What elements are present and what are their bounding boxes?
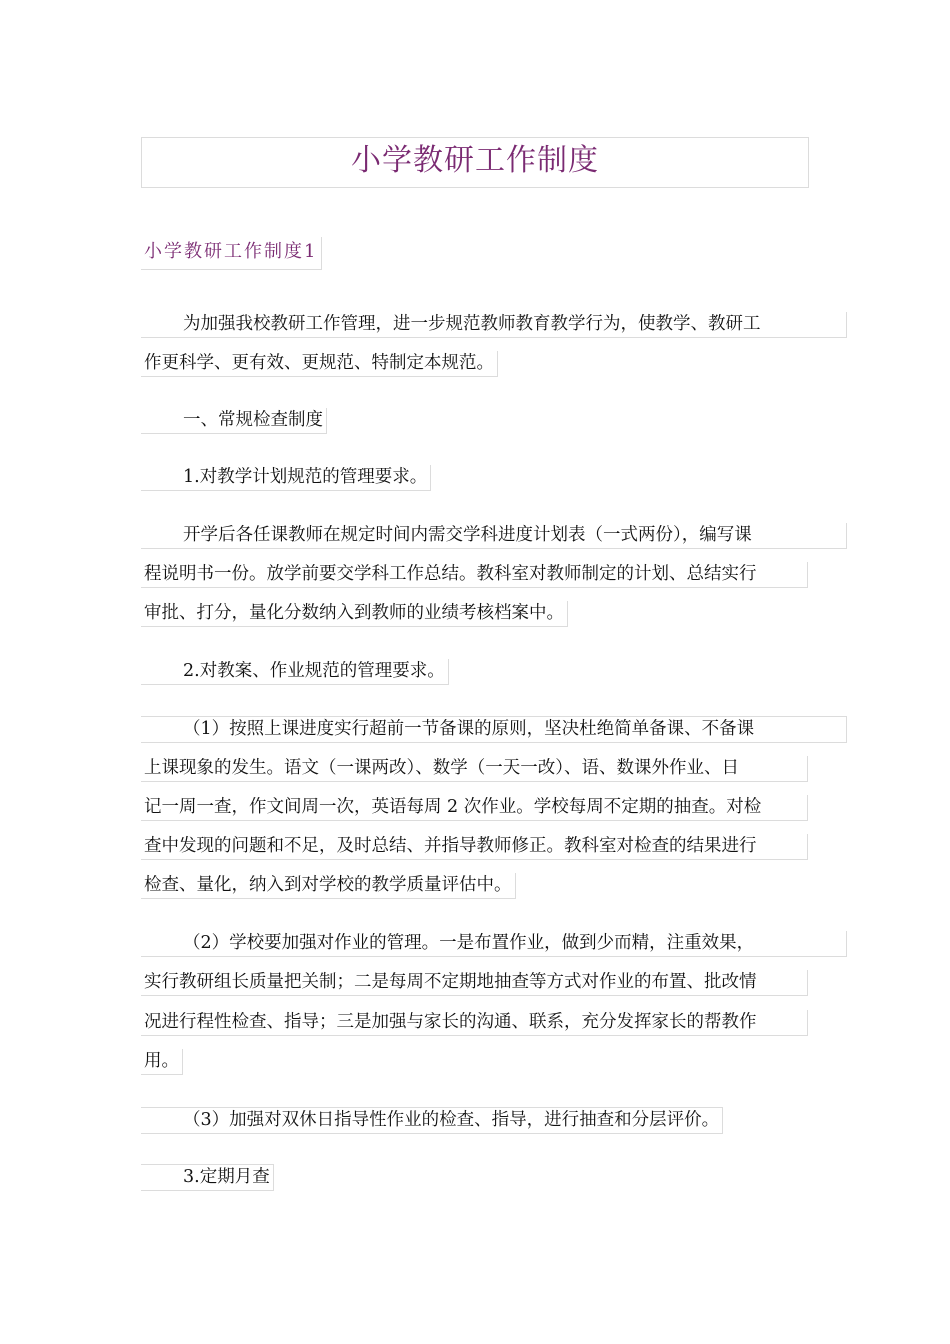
paragraph-line: 实行教研组长质量把关制；二是每周不定期地抽查等方式对作业的布置、批改情 bbox=[141, 970, 808, 996]
item-heading: 2.对教案、作业规范的管理要求。 bbox=[141, 659, 449, 685]
paragraph-line: （1）按照上课进度实行超前一节备课的原则，坚决杜绝简单备课、不备课 bbox=[141, 716, 847, 743]
paragraph-line: （2）学校要加强对作业的管理。一是布置作业，做到少而精，注重效果， bbox=[141, 931, 847, 957]
paragraph-line: 审批、打分，量化分数纳入到教师的业绩考核档案中。 bbox=[141, 601, 568, 627]
paragraph-line: 程说明书一份。放学前要交学科工作总结。教科室对教师制定的计划、总结实行 bbox=[141, 562, 808, 588]
paragraph-line: （3）加强对双休日指导性作业的检查、指导，进行抽查和分层评价。 bbox=[141, 1107, 723, 1134]
paragraph-line: 用。 bbox=[141, 1049, 183, 1075]
item-heading: 3.定期月查 bbox=[141, 1164, 274, 1191]
document-title-box bbox=[141, 137, 809, 188]
paragraph-line: 为加强我校教研工作管理，进一步规范教师教育教学行为，使教学、教研工 bbox=[141, 312, 847, 338]
subsection-heading: 一、常规检查制度 bbox=[141, 408, 327, 434]
paragraph-line: 开学后各任课教师在规定时间内需交学科进度计划表（一式两份），编写课 bbox=[141, 523, 847, 549]
paragraph-line: 检查、量化，纳入到对学校的教学质量评估中。 bbox=[141, 873, 516, 899]
paragraph-line: 况进行程性检查、指导；三是加强与家长的沟通、联系，充分发挥家长的帮教作 bbox=[141, 1010, 808, 1036]
document-title: 小学教研工作制度 bbox=[351, 143, 599, 178]
paragraph-line: 记一周一查，作文间周一次，英语每周 2 次作业。学校每周不定期的抽查。对检 bbox=[141, 795, 808, 821]
paragraph-line: 上课现象的发生。语文（一课两改）、数学（一天一改）、语、数课外作业、日 bbox=[141, 756, 808, 782]
paragraph-line: 作更科学、更有效、更规范、特制定本规范。 bbox=[141, 351, 498, 377]
section-heading: 小学教研工作制度1 bbox=[141, 237, 322, 270]
paragraph-line: 查中发现的问题和不足，及时总结、并指导教师修正。教科室对检查的结果进行 bbox=[141, 834, 808, 860]
item-heading: 1.对教学计划规范的管理要求。 bbox=[141, 465, 431, 491]
